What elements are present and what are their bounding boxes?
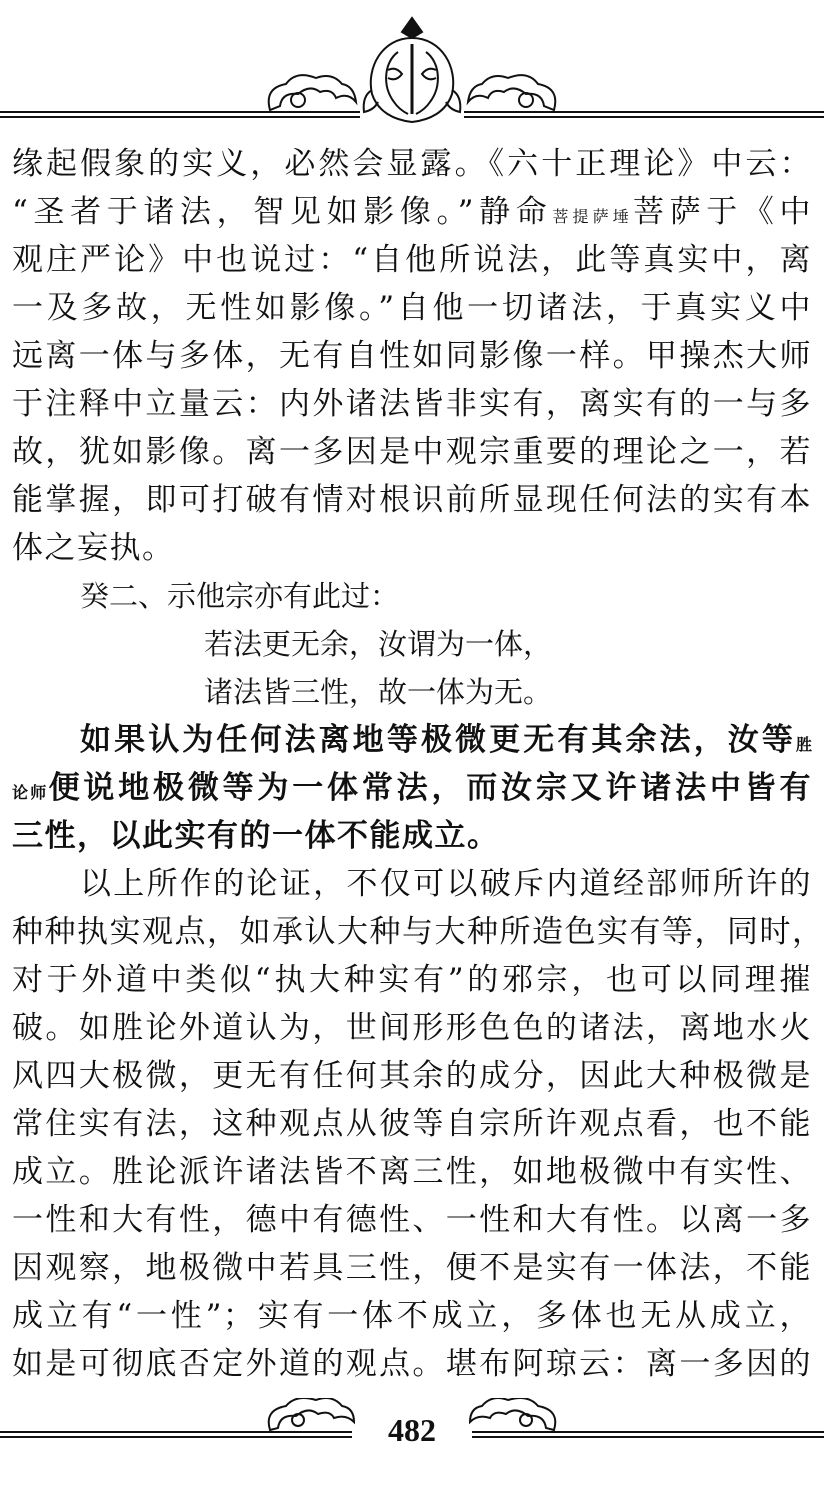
bold-line: 论师便说地极微等为一体常法，而汝宗又许诸法中皆有 <box>12 770 812 806</box>
body-line: 因观察，地极微中若具三性，便不是实有一体法，不能 <box>12 1250 812 1286</box>
annotation: 论师 <box>12 783 49 802</box>
section-heading: 癸二、示他宗亦有此过： <box>80 579 400 613</box>
body-line: 一及多故，无性如影像。”自他一切诸法，于真实义中 <box>12 290 812 326</box>
body-line: 破。如胜论外道认为，世间形形色色的诸法，离地水火 <box>12 1010 812 1046</box>
body-line: 成立。胜论派许诸法皆不离三性，如地极微中有实性、 <box>12 1154 812 1190</box>
header-ornament <box>0 0 824 130</box>
body-line: 能掌握，即可打破有情对根识前所显现任何法的实有本 <box>12 482 812 518</box>
body-line: 于注释中立量云：内外诸法皆非实有，离实有的一与多 <box>12 386 812 422</box>
body-line: 以上所作的论证，不仅可以破斥内道经部师所许的 <box>80 866 812 902</box>
page-body <box>12 140 824 1388</box>
dual-fish-emblem-icon <box>364 18 461 122</box>
body-line: 缘起假象的实义，必然会显露。《六十正理论》中云： <box>12 146 812 182</box>
annotation: 胜 <box>795 735 812 754</box>
body-line: “圣者于诸法，智见如影像。”静命菩提萨埵菩萨于《中 <box>12 194 812 230</box>
body-line: 故，犹如影像。离一多因是中观宗重要的理论之一，若 <box>12 434 812 470</box>
body-line: 远离一体与多体，无有自性如同影像一样。甲操杰大师 <box>12 338 812 374</box>
body-line: 风四大极微，更无有任何其余的成分，因此大种极微是 <box>12 1058 812 1094</box>
bold-line: 如果认为任何法离地等极微更无有其余法，汝等胜 <box>80 722 812 758</box>
body-line: 成立有“一性”；实有一体不成立，多体也无从成立， <box>12 1298 812 1334</box>
body-line: 如是可彻底否定外道的观点。堪布阿琼云：离一多因的 <box>12 1346 812 1382</box>
verse-line: 若法更无余，汝谓为一体， <box>204 627 553 661</box>
annotation: 菩提萨埵 <box>552 207 633 226</box>
bold-line: 三性，以此实有的一体不能成立。 <box>12 818 500 854</box>
body-line: 观庄严论》中也说过：“自他所说法，此等真实中，离 <box>12 242 812 278</box>
body-line: 对于外道中类似“执大种实有”的邪宗，也可以同理摧 <box>12 962 812 998</box>
body-line: 常住实有法，这种观点从彼等自宗所许观点看，也不能 <box>12 1106 812 1142</box>
page-number: 482 <box>388 1412 436 1448</box>
body-line: 种种执实观点，如承认大种与大种所造色实有等，同时， <box>12 914 824 950</box>
body-line: 体之妄执。 <box>12 530 175 566</box>
verse-line: 诸法皆三性，故一体为无。 <box>204 675 553 709</box>
body-line: 一性和大有性，德中有德性、一性和大有性。以离一多 <box>12 1202 812 1238</box>
